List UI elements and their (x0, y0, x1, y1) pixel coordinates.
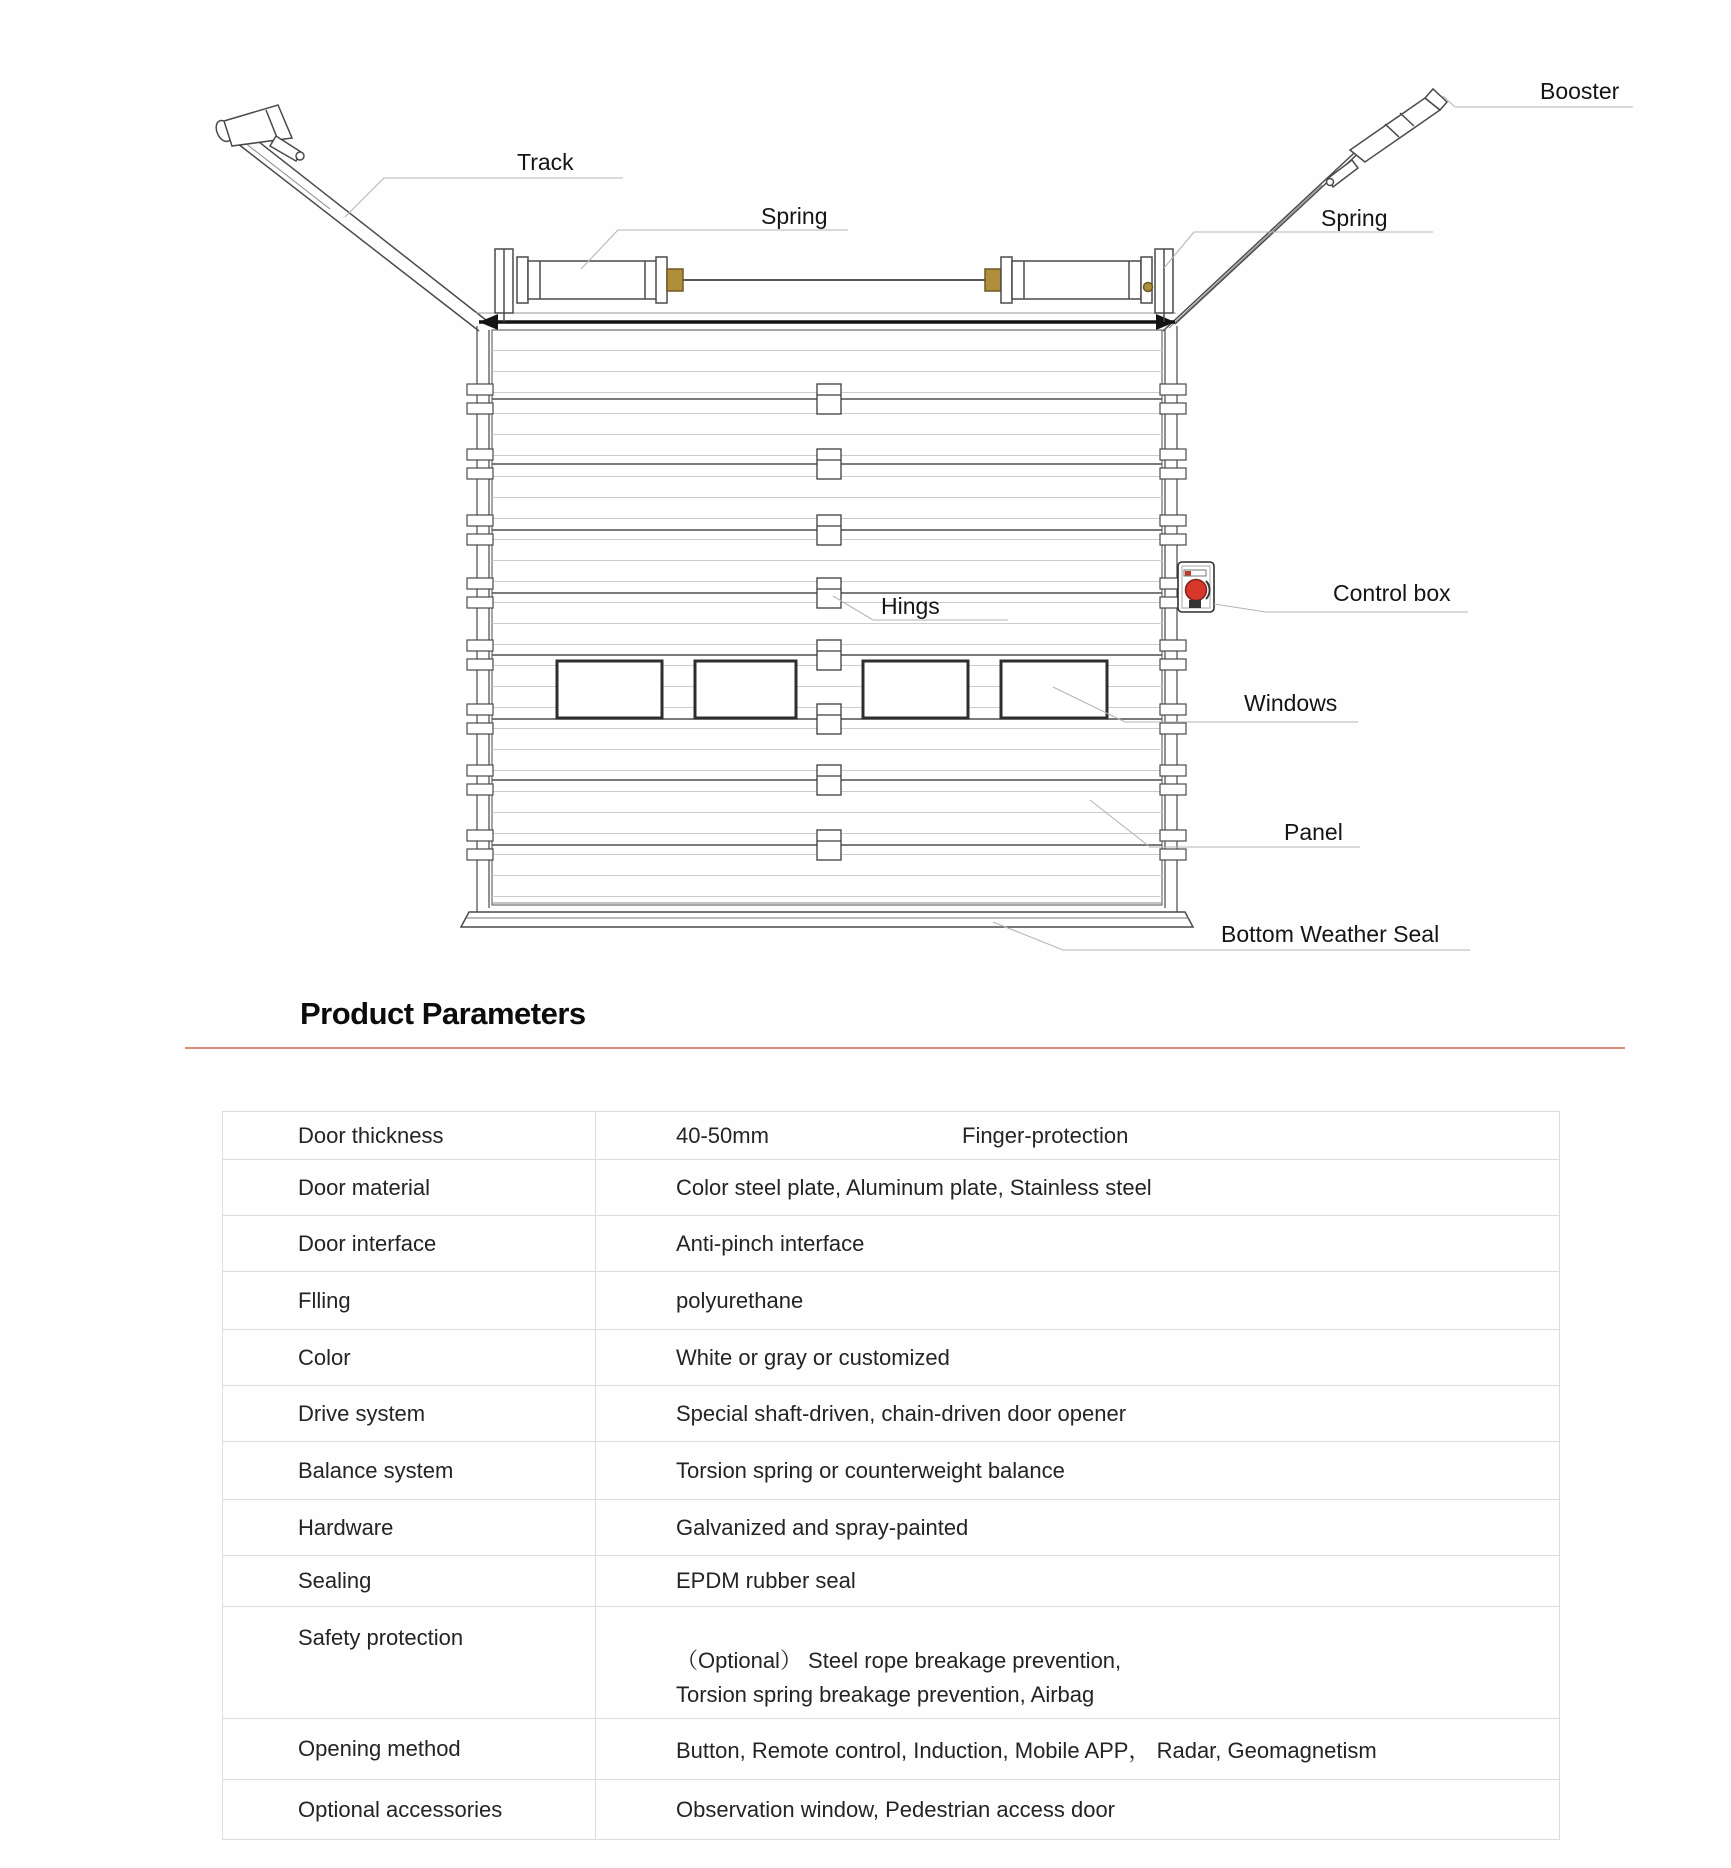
param-value: White or gray or customized (676, 1344, 950, 1370)
param-value-primary: 40-50mm (676, 1122, 769, 1148)
torsion-spring-assembly (495, 249, 1173, 322)
emergency-button (1186, 580, 1207, 601)
row-safety-protection (223, 1606, 1559, 1718)
window-4 (1001, 661, 1107, 718)
door-header-lines (476, 313, 1176, 330)
param-value-line-1: （Optional） Steel rope breakage prevention, (676, 1648, 1122, 1673)
param-value: EPDM rubber seal (676, 1568, 856, 1593)
param-value: Observation window, Pedestrian access door (676, 1796, 1116, 1822)
param-label: Door interface (223, 1216, 596, 1271)
section-divider (185, 1047, 1625, 1049)
param-label: Door material (223, 1160, 596, 1215)
row-hardware (223, 1499, 1559, 1555)
row-door-material (223, 1159, 1559, 1215)
param-label: Door thickness (223, 1112, 596, 1159)
row-opening-method (223, 1718, 1559, 1779)
track-leader-line (345, 178, 623, 217)
bottom-weather-seal-shape (461, 903, 1193, 927)
window-1 (557, 661, 662, 718)
spring-right-label: Spring (1321, 205, 1388, 231)
param-value-secondary: Finger-protection (962, 1122, 1129, 1148)
param-label: Sealing (223, 1556, 596, 1606)
hinges-label: Hings (881, 593, 940, 619)
bottom-weather-seal-label: Bottom Weather Seal (1221, 921, 1440, 947)
window-3 (863, 661, 968, 718)
windows-label: Windows (1244, 690, 1338, 716)
param-value (596, 1112, 1559, 1159)
row-color (223, 1329, 1559, 1385)
row-sealing (223, 1555, 1559, 1606)
param-value: Button, Remote control, Induction, Mobile APP， Radar, Geomagnetism (676, 1737, 1377, 1763)
row-filling (223, 1271, 1559, 1329)
param-label: Hardware (223, 1500, 596, 1555)
control-box-label: Control box (1333, 580, 1451, 606)
booster-label: Booster (1540, 78, 1620, 104)
param-value: polyurethane (676, 1287, 804, 1313)
row-optional-accessories (223, 1779, 1559, 1839)
param-value: Anti-pinch interface (676, 1230, 865, 1256)
spring-right (985, 249, 1173, 322)
row-drive-system (223, 1385, 1559, 1441)
param-label: Color (223, 1330, 596, 1385)
window-2 (695, 661, 796, 718)
param-value: Torsion spring or counterweight balance (676, 1457, 1065, 1483)
parameters-table (222, 1111, 1560, 1840)
param-label: Balance system (223, 1442, 596, 1499)
spring-left-label: Spring (761, 203, 828, 229)
param-label: Flling (223, 1272, 596, 1329)
row-door-interface (223, 1215, 1559, 1271)
door-panel (492, 330, 1162, 905)
booster-bracket (1327, 89, 1448, 187)
track-label: Track (517, 149, 574, 175)
param-value-line-2: Torsion spring breakage prevention, Airbag (676, 1682, 1095, 1707)
param-label: Safety protection (223, 1607, 596, 1718)
param-value (596, 1607, 1559, 1718)
control-box (1178, 562, 1214, 612)
panel-label: Panel (1284, 819, 1343, 845)
left-track (213, 105, 491, 331)
section-title: Product Parameters (300, 996, 586, 1031)
param-value: Color steel plate, Aluminum plate, Stainless steel (676, 1174, 1152, 1200)
param-label: Optional accessories (223, 1780, 596, 1839)
param-value: Special shaft-driven, chain-driven door opener (676, 1400, 1127, 1426)
right-arrowhead (1156, 314, 1175, 330)
spring-right-leader-line (1164, 232, 1433, 268)
row-balance-system (223, 1441, 1559, 1499)
param-value: Galvanized and spray-painted (676, 1514, 969, 1540)
param-label: Drive system (223, 1386, 596, 1441)
param-label: Opening method (223, 1719, 596, 1779)
row-door-thickness (223, 1112, 1559, 1159)
